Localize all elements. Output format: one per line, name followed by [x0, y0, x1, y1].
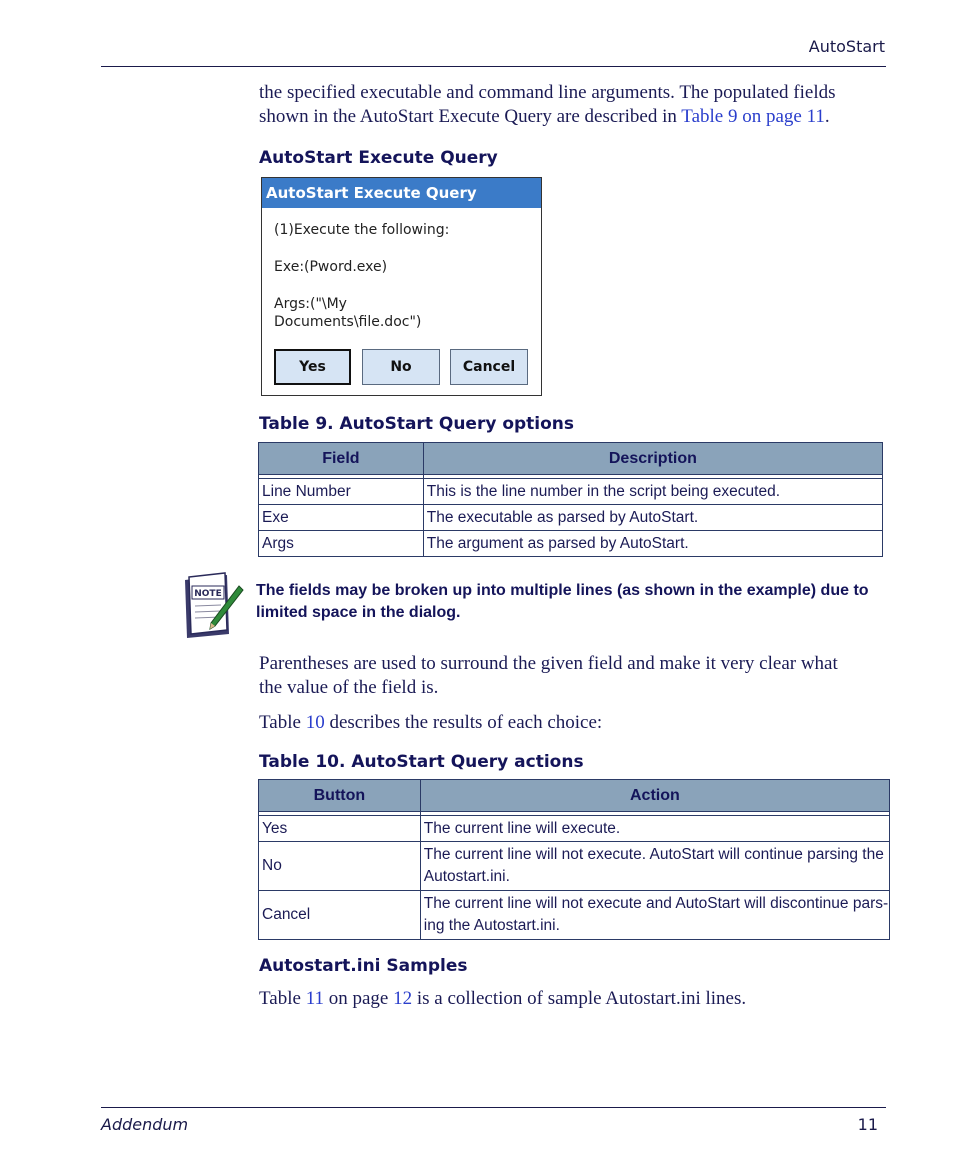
- table-cell: Yes: [259, 816, 421, 842]
- table9-header-row: [259, 443, 883, 475]
- para2-text-end: describes the results of each choice:: [324, 712, 603, 733]
- footer-section: Addendum: [101, 1115, 189, 1134]
- samples-paragraph: [259, 987, 884, 1011]
- parentheses-paragraph: [259, 652, 884, 700]
- dialog-line-1: (1)Execute the following:: [274, 222, 450, 238]
- table-cell-line: The current line will not execute and AutoStart will discontinue pars-: [423, 895, 889, 912]
- table-cell-line: Autostart.ini.: [423, 868, 510, 885]
- note-icon: [181, 572, 245, 640]
- table9: [258, 442, 883, 557]
- table-cell: Exe: [259, 505, 424, 531]
- table10: [258, 779, 890, 940]
- samples-text-end: is a collection of sample Autostart.ini lines.: [412, 988, 747, 1009]
- table10-caption: Table 10. AutoStart Query actions: [259, 752, 584, 772]
- yes-button[interactable]: Yes: [274, 349, 351, 385]
- table-cell: Line Number: [259, 479, 424, 505]
- dialog-title: AutoStart Execute Query: [262, 178, 541, 208]
- table-cell: [420, 842, 889, 891]
- table9-header-description: Description: [423, 443, 882, 475]
- para1-line-2: the value of the field is.: [259, 677, 439, 698]
- table-row: [259, 505, 883, 531]
- table-row: [259, 891, 890, 940]
- table10-intro-paragraph: [259, 711, 884, 735]
- table-cell: No: [259, 842, 421, 891]
- table10-header-row: [259, 780, 890, 812]
- dialog-line-2: Exe:(Pword.exe): [274, 259, 388, 275]
- table-cell-line: The current line will not execute. AutoStart will continue parsing the: [423, 846, 884, 863]
- table-cell: Cancel: [259, 891, 421, 940]
- note-text: [256, 580, 876, 624]
- table9-link[interactable]: Table 9 on page 11: [681, 106, 825, 127]
- table10-link[interactable]: 10: [305, 712, 325, 733]
- page12-link[interactable]: 12: [393, 988, 413, 1009]
- table-row: [259, 531, 883, 557]
- table-row: [259, 479, 883, 505]
- page-number: 11: [857, 1115, 878, 1134]
- footer-rule: [101, 1107, 886, 1108]
- table-row: [259, 842, 890, 891]
- figure-heading: AutoStart Execute Query: [259, 148, 498, 168]
- table-cell: [420, 816, 889, 842]
- dialog-line-3: Args:("\My: [274, 296, 347, 312]
- table-cell: Args: [259, 531, 424, 557]
- running-header-title: AutoStart: [808, 37, 885, 56]
- table-cell: The executable as parsed by AutoStart.: [423, 505, 882, 531]
- intro-paragraph: [259, 81, 884, 129]
- samples-heading: Autostart.ini Samples: [259, 956, 468, 976]
- note-line-2: limited space in the dialog.: [256, 604, 461, 621]
- no-button[interactable]: No: [362, 349, 440, 385]
- header-rule: [101, 66, 886, 67]
- intro-line-1: the specified executable and command line arguments. The populated fields: [259, 82, 836, 103]
- table-cell: [420, 891, 889, 940]
- table10-header-action: Action: [420, 780, 889, 812]
- intro-line-2: [259, 105, 884, 129]
- intro-line-2-text: shown in the AutoStart Execute Query are described in: [259, 106, 682, 127]
- para2-text: Table: [259, 712, 306, 733]
- note-icon-label: NOTE: [194, 589, 222, 599]
- table-cell: The argument as parsed by AutoStart.: [423, 531, 882, 557]
- table-cell: This is the line number in the script being executed.: [423, 479, 882, 505]
- table9-caption: Table 9. AutoStart Query options: [259, 414, 575, 434]
- table-row: [259, 816, 890, 842]
- dialog-line-4: Documents\file.doc"): [274, 314, 422, 330]
- table9-header-field: Field: [259, 443, 424, 475]
- table10-header-button: Button: [259, 780, 421, 812]
- cancel-button[interactable]: Cancel: [450, 349, 528, 385]
- note-line-1: The fields may be broken up into multiple lines (as shown in the example) due to: [256, 582, 869, 599]
- para1-line-1: Parentheses are used to surround the given field and make it very clear what: [259, 653, 838, 674]
- autostart-dialog: [261, 177, 542, 396]
- samples-text: Table: [259, 988, 306, 1009]
- table11-link[interactable]: 11: [305, 988, 324, 1009]
- intro-line-2-end: .: [824, 106, 830, 127]
- table-cell-line: ing the Autostart.ini.: [423, 917, 560, 934]
- table-cell-line: The current line will execute.: [423, 819, 621, 837]
- samples-text-mid: on page: [323, 988, 394, 1009]
